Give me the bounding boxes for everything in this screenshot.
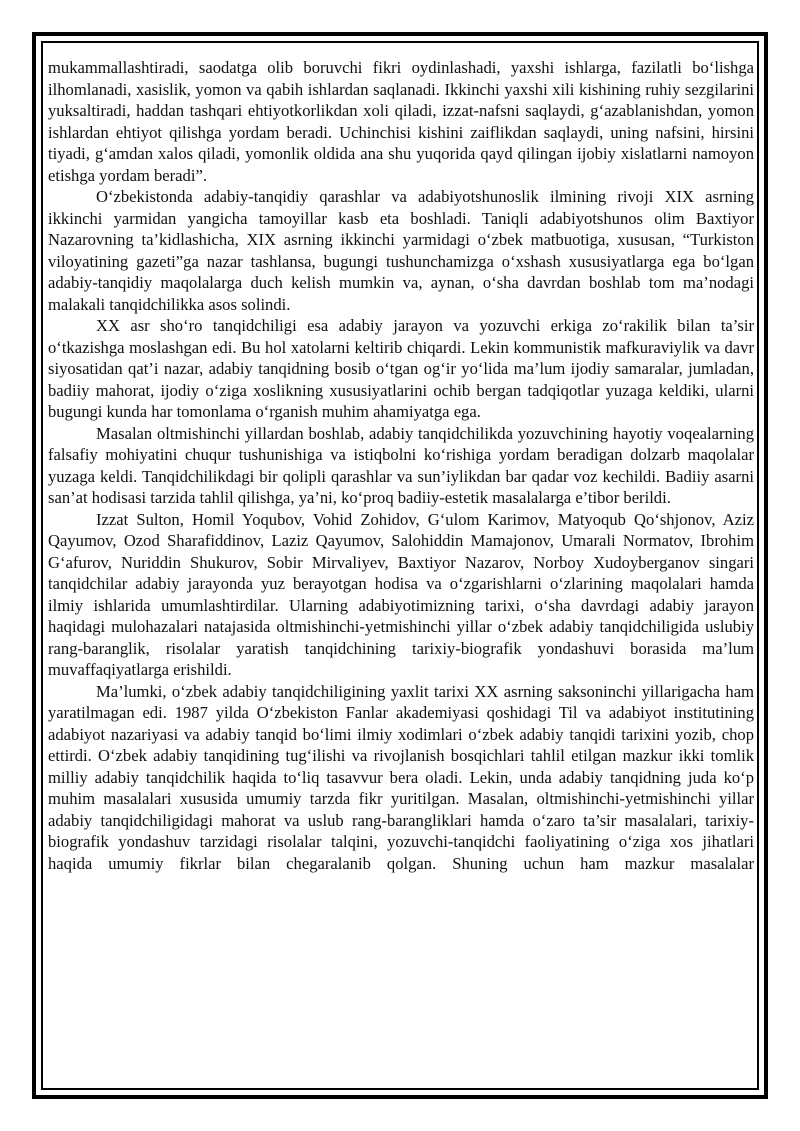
document-body	[48, 57, 754, 874]
paragraph: Masalan oltmishinchi yillardan boshlab, adabiy tanqidchilikda yozuvchining hayotiy voqealarning falsafiy mohiyatini chuqur tushunishiga va istiqbolni ko‘rishiga yordam beradigan dolzarb maqolalar yuzaga keldi. Tanqidchilikdagi bir qolipli qarashlar va sun’iylikdan bar qadar voz kechildi. Badiiy asarni san’at hodisasi tarzida tahlil qilishga, ya’ni, ko‘proq badiiy-estetik masalalarga e’tibor berildi.	[48, 423, 754, 507]
paragraph: XX asr sho‘ro tanqidchiligi esa adabiy jarayon va yozuvchi erkiga zo‘rakilik bilan ta’sir o‘tkazishga moslashgan edi. Bu hol xatolarni keltirib chiqardi. Lekin kommunistik mafkuraviylik va davr siyosatidan qat’i nazar, adabiy tanqidning bosib o‘tgan og‘ir yo‘lida ma’lum ijodiy samaralar, jumladan, badiiy mahorat, ijodiy o‘ziga xoslikning xususiyatlarini ochib bergan tadqiqotlar yuzaga keldiki, ularni bugungi kunda har tomonlama o‘rganish muhim ahamiyatga ega.	[48, 316, 754, 421]
paragraph: O‘zbekistonda adabiy-tanqidiy qarashlar va adabiyotshunoslik ilmining rivoji XIX asrning ikkinchi yarmidan yangicha tamoyillar kasb eta boshladi. Taniqli adabiyotshunos olim Baxtiyor Nazarovning ta’kidlashicha, XIX asrning ikkinchi yarmidagi o‘zbek matbuotiga, xususan, “Turkiston viloyatining gazeti”ga nazar tashlansa, bugungi tushunchamizga o‘xshash xususiyatlarga ega bo‘lgan adabiy-tanqidiy maqolalarga duch kelish mumkin va, aynan, o‘sha davrdan boshlab tom ma’nodagi malakali tanqidchilikka asos solindi.	[48, 187, 754, 314]
paragraph: Izzat Sulton, Homil Yoqubov, Vohid Zohidov, G‘ulom Karimov, Matyoqub Qo‘shjonov, Aziz Qayumov, Ozod Sharafiddinov, Laziz Qayumov, Salohiddin Mamajonov, Umarali Normatov, Ibrohim G‘afurov, Nuriddin Shukurov, Sobir Mirvaliyev, Baxtiyor Nazarov, Norboy Xudoyberganov singari tanqidchilar adabiy jarayonda yuz berayotgan hodisa va o‘zgarishlarni o‘zlarining maqolalari hamda ilmiy ishlarida umumlashtirdilar. Ularning adabiyotimizning tarixi, o‘sha davrdagi adabiy jarayon haqidagi mulohazalari natajasida oltmishinchi-yetmishinchi yillar o‘zbek adabiy tanqidchiligida uslubiy rang-baranglik, risolalar yaratish tanqidchining tarixiy-biografik yondashuvi borasida ma’lum muvaffaqiyatlarga erishildi.	[48, 509, 754, 679]
paragraph: Ma’lumki, o‘zbek adabiy tanqidchiligining yaxlit tarixi XX asrning saksoninchi yillarigacha ham yaratilmagan edi. 1987 yilda O‘zbekiston Fanlar akademiyasi qoshidagi Til va adabiyot institutining adabiyot nazariyasi va adabiy tanqid bo‘limi ilmiy xodimlari o‘zbek adabiy tanqidi tarixini yozib, chop ettirdi. O‘zbek adabiy tanqidining tug‘ilishi va rivojlanish bosqichlari tahlil etilgan mazkur ikki tomlik milliy adabiy tanqidchilik haqida to‘liq tasavvur bera oladi. Lekin, unda adabiy tanqidning juda ko‘p muhim masalalari xususida umumiy tarzda fikr yuritilgan. Masalan, oltmishinchi-yetmishinchi yillar adabiy tanqidchiligidagi mahorat va uslub rang-barangliklari hamda o‘zaro ta’sir masalalari, tarixiy-biografik yondashuv tarzidagi risolalar talqini, yozuvchi-tanqidchi faoliyatining o‘ziga xos jihatlari haqida umumiy fikrlar bilan chegaralanib qolgan. Shuning uchun ham mazkur masalalar	[48, 681, 754, 873]
paragraph-continuation: mukammallashtiradi, saodatga olib boruvchi fikri oydinlashadi, yaxshi ishlarga, fazilatli bo‘lishga ilhomlanadi, xasislik, yomon va qabih ishlardan saqlanadi. Ikkinchi yaxshi xili kishining ruhiy sezgilarini yuksaltiradi, haddan tashqari ehtiyotkorlikdan xoli qiladi, izzat-nafsni saqlaydi, g‘azablanishdan, yomon ishlardan ehtiyot qilishga yordam beradi. Uchinchisi kishini zaiflikdan saqlaydi, uning nafsini, hirsini tiyadi, g‘amdan xalos qiladi, yomonlik oldida ana shu yuqorida qayd qilingan ijobiy xislatlarni namoyon etishga yordam beradi”.	[48, 58, 754, 185]
